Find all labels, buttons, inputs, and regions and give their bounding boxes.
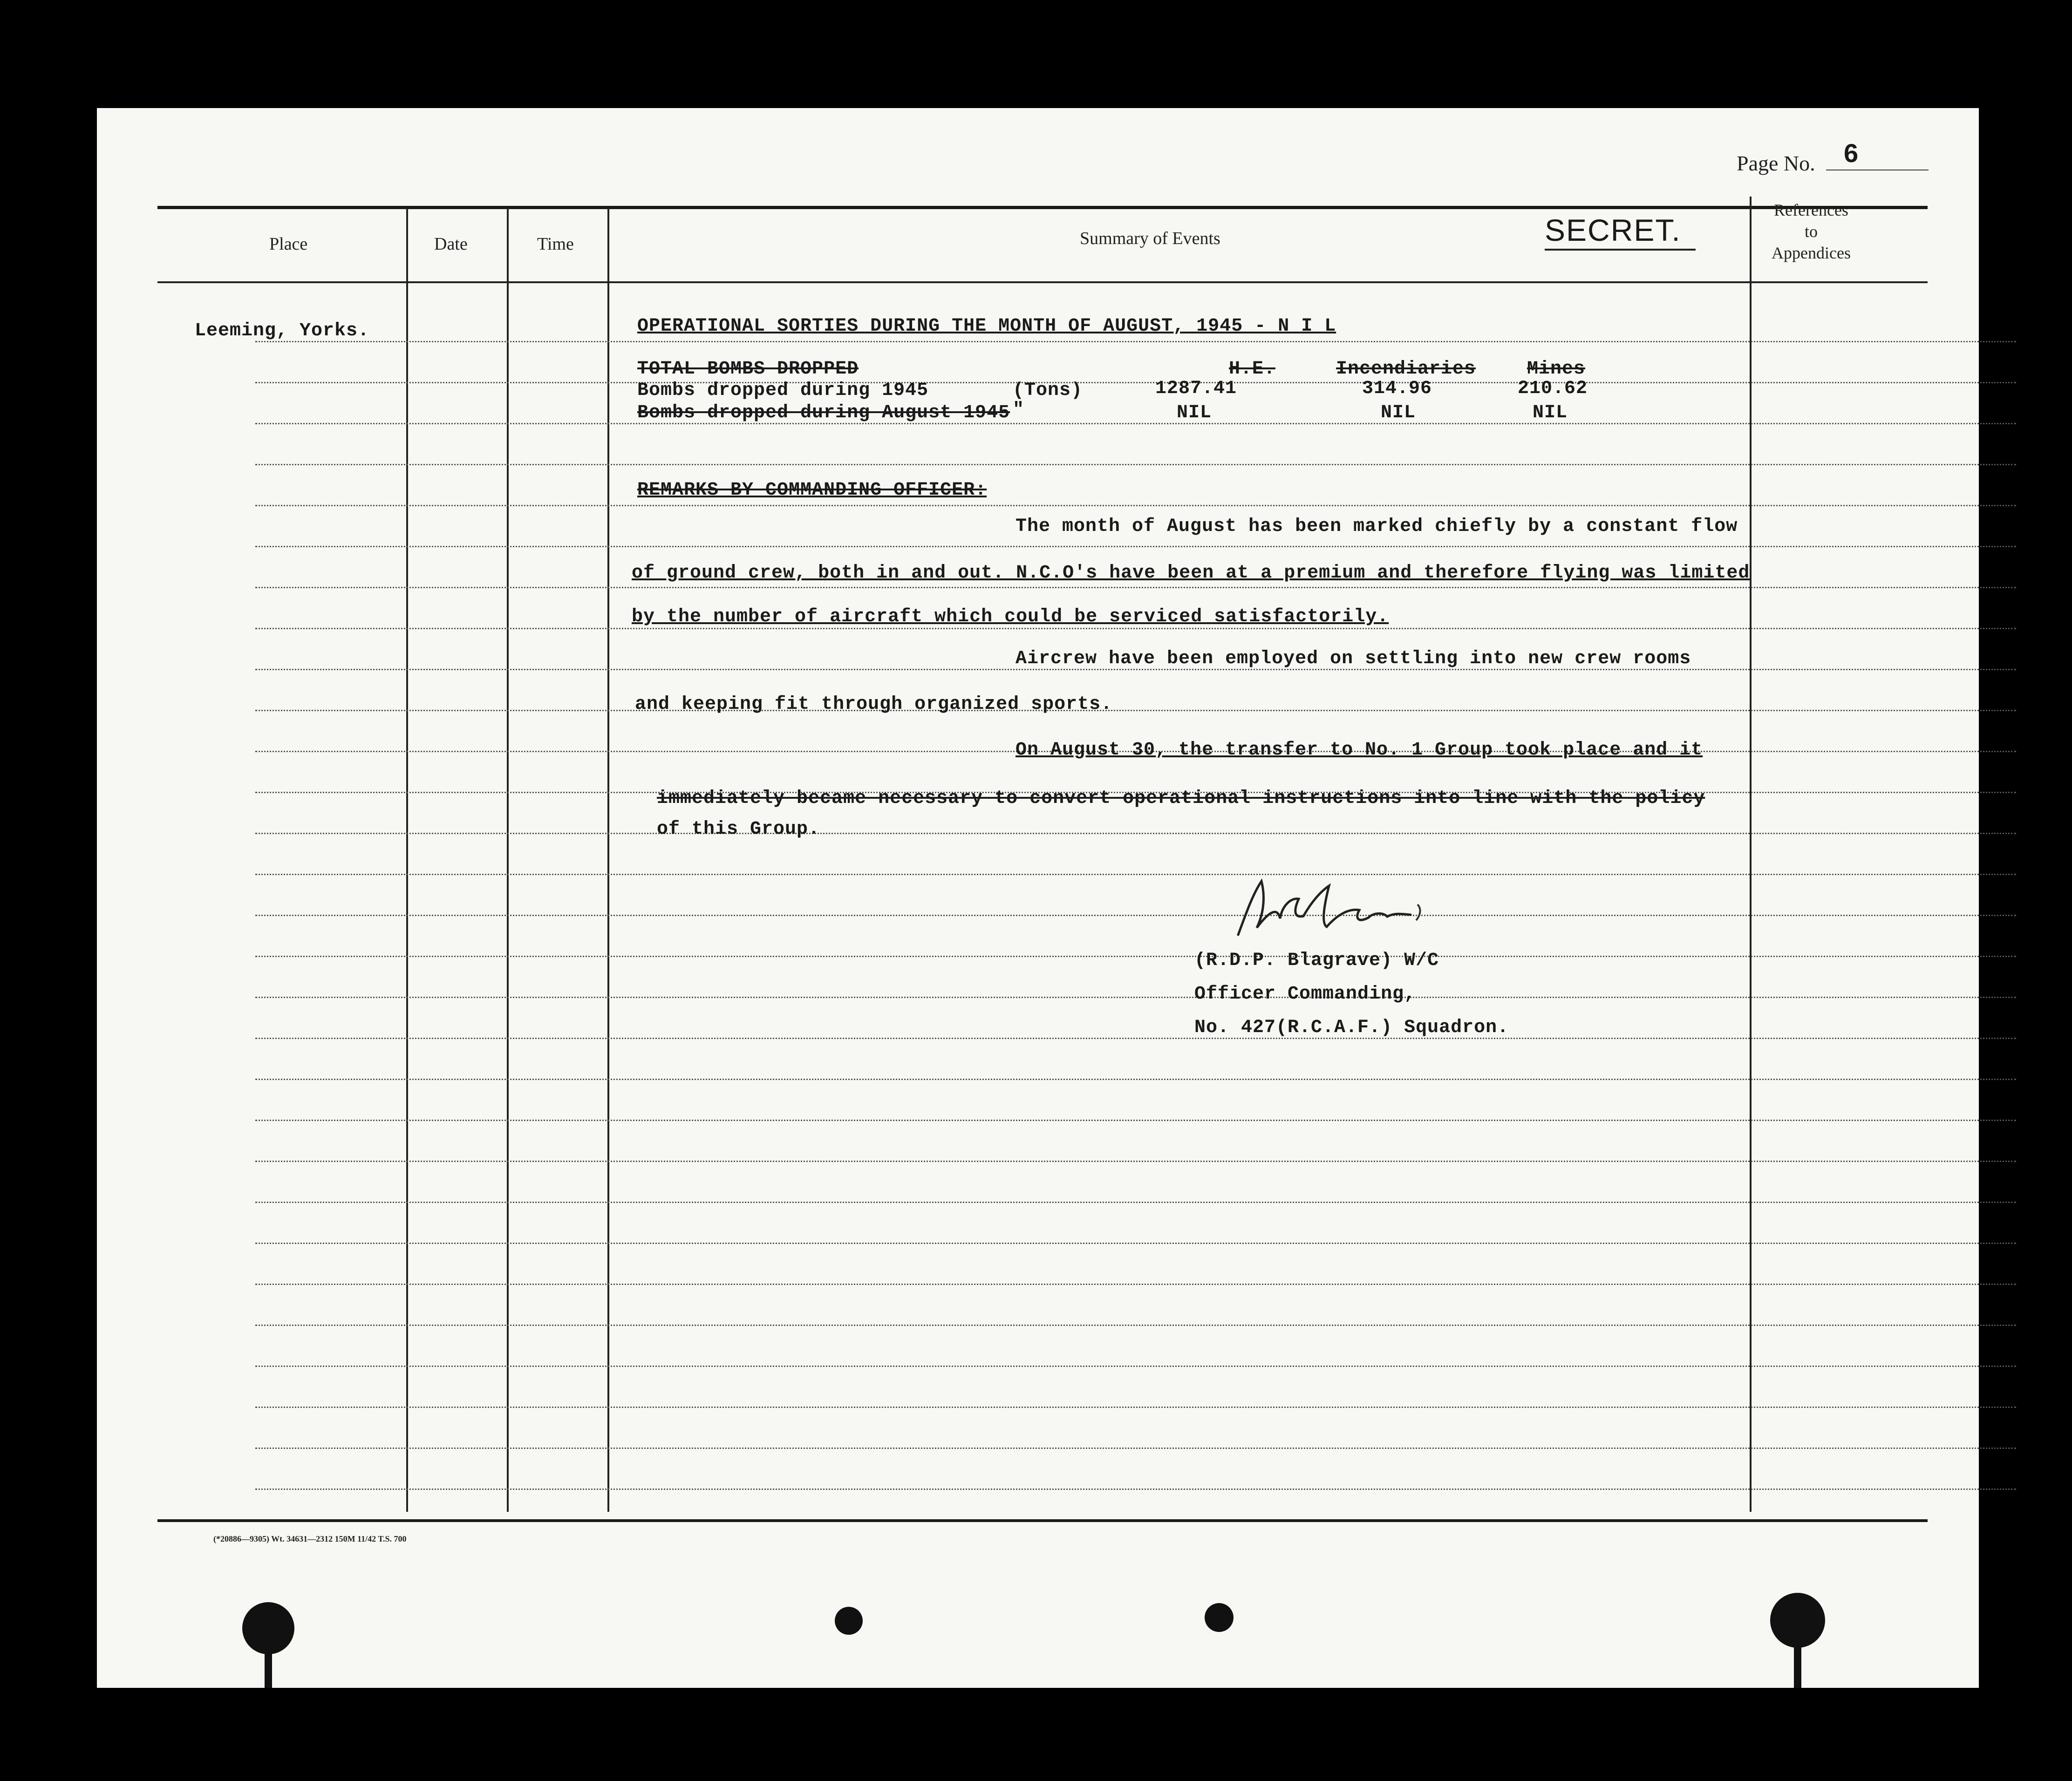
bombs-row-august-unit: ": [1013, 400, 1025, 421]
ruled-line: [255, 1284, 2016, 1285]
ruled-line: [255, 382, 2016, 383]
column-header-place: Place: [269, 234, 308, 254]
bombs-row-august-label: Bombs dropped during August 1945: [637, 402, 1010, 423]
form-sheet: [97, 108, 1979, 1688]
ruled-line: [255, 833, 2016, 834]
ruled-line: [255, 1079, 2016, 1080]
punch-hole: [835, 1607, 863, 1635]
ruled-line: [255, 1407, 2016, 1408]
divider-date-time: [507, 208, 509, 1512]
header-bottom-rule: [157, 281, 1928, 283]
ruled-line: [255, 464, 2016, 465]
paragraph-1-line-3: by the number of aircraft which could be serviced satisfactorily.: [632, 606, 1389, 627]
bombs-col-he: H.E.: [1229, 359, 1276, 380]
ruled-line: [255, 956, 2016, 957]
column-header-time: Time: [537, 234, 574, 254]
page-number-label: Page No.: [1737, 151, 1815, 175]
bombs-row-august-he: NIL: [1177, 402, 1212, 423]
ruled-line: [255, 1325, 2016, 1326]
secret-marking: SECRET.: [1545, 213, 1681, 247]
column-header-references: References to Appendices: [1772, 201, 1851, 262]
bombs-row-1945-mines: 210.62: [1518, 378, 1588, 399]
ruled-line: [255, 423, 2016, 424]
ruled-line: [255, 710, 2016, 711]
secret-underline: [1545, 249, 1696, 251]
bombs-row-1945-label: Bombs dropped during 1945: [637, 380, 929, 401]
paragraph-3-line-3: of this Group.: [657, 819, 820, 840]
divider-time-summary: [607, 208, 609, 1512]
punch-hole-slot: [1794, 1640, 1801, 1688]
handwritten-signature: [1234, 872, 1429, 942]
ruled-line: [255, 1243, 2016, 1244]
remarks-heading: REMARKS BY COMMANDING OFFICER:: [637, 480, 987, 501]
ruled-line: [255, 1366, 2016, 1367]
ruled-line: [255, 546, 2016, 547]
divider-summary-references: [1750, 197, 1752, 1512]
paragraph-3-line-2: immediately became necessary to convert operational instructions into line with the policy: [657, 788, 1705, 809]
paragraph-2-line-1: Aircrew have been employed on settling into new crew rooms: [1016, 648, 1691, 669]
ruled-line: [255, 1038, 2016, 1039]
form-print-code: (*20886—9305) Wt. 34631—2312 150M 11/42 T.S. 700: [213, 1534, 407, 1543]
punch-hole: [1770, 1593, 1825, 1648]
ruled-line: [255, 1202, 2016, 1203]
signature-title: Officer Commanding,: [1194, 984, 1416, 1005]
paragraph-2-line-2: and keeping fit through organized sports.: [635, 694, 1113, 715]
bombs-row-august-mines: NIL: [1533, 402, 1568, 423]
ruled-line: [255, 874, 2016, 875]
paragraph-1-line-1: The month of August has been marked chiefly by a constant flow: [1016, 516, 1738, 537]
ruled-line: [255, 1489, 2016, 1490]
bombs-table-label: TOTAL BOMBS DROPPED: [637, 359, 859, 380]
ruled-line: [255, 505, 2016, 506]
ruled-line: [255, 1120, 2016, 1121]
bombs-row-august-incendiaries: NIL: [1381, 402, 1416, 423]
ruled-line: [255, 1448, 2016, 1449]
sorties-heading: OPERATIONAL SORTIES DURING THE MONTH OF AUGUST, 1945 - N I L: [637, 316, 1336, 337]
ruled-line: [255, 628, 2016, 629]
bombs-col-mines: Mines: [1527, 359, 1586, 380]
bombs-row-1945-he: 1287.41: [1155, 378, 1237, 399]
ruled-line: [255, 587, 2016, 588]
punch-hole: [1205, 1603, 1234, 1632]
paragraph-1-line-2: of ground crew, both in and out. N.C.O's have been at a premium and therefore flying was limited: [632, 563, 1750, 584]
paragraph-3-line-1: On August 30, the transfer to No. 1 Group took place and it: [1016, 740, 1703, 761]
punch-hole-slot: [265, 1645, 272, 1688]
signature-unit: No. 427(R.C.A.F.) Squadron.: [1194, 1017, 1509, 1038]
bombs-col-incendiaries: Incendiaries: [1336, 359, 1476, 380]
bombs-row-1945-unit: (Tons): [1013, 380, 1083, 401]
ruled-line: [255, 1161, 2016, 1162]
column-header-summary: Summary of Events: [1080, 229, 1220, 248]
page-number: 6: [1844, 138, 1859, 168]
ruled-line: [255, 341, 2016, 342]
divider-place-date: [406, 208, 408, 1512]
bombs-row-1945-incendiaries: 314.96: [1362, 378, 1432, 399]
form-bottom-rule: [157, 1519, 1928, 1522]
entry-place: Leeming, Yorks.: [195, 320, 370, 341]
signature-name: (R.D.P. Blagrave) W/C: [1194, 950, 1439, 971]
ruled-line: [255, 997, 2016, 998]
ruled-line: [255, 915, 2016, 916]
header-top-rule: [157, 206, 1928, 209]
column-header-date: Date: [434, 234, 468, 254]
